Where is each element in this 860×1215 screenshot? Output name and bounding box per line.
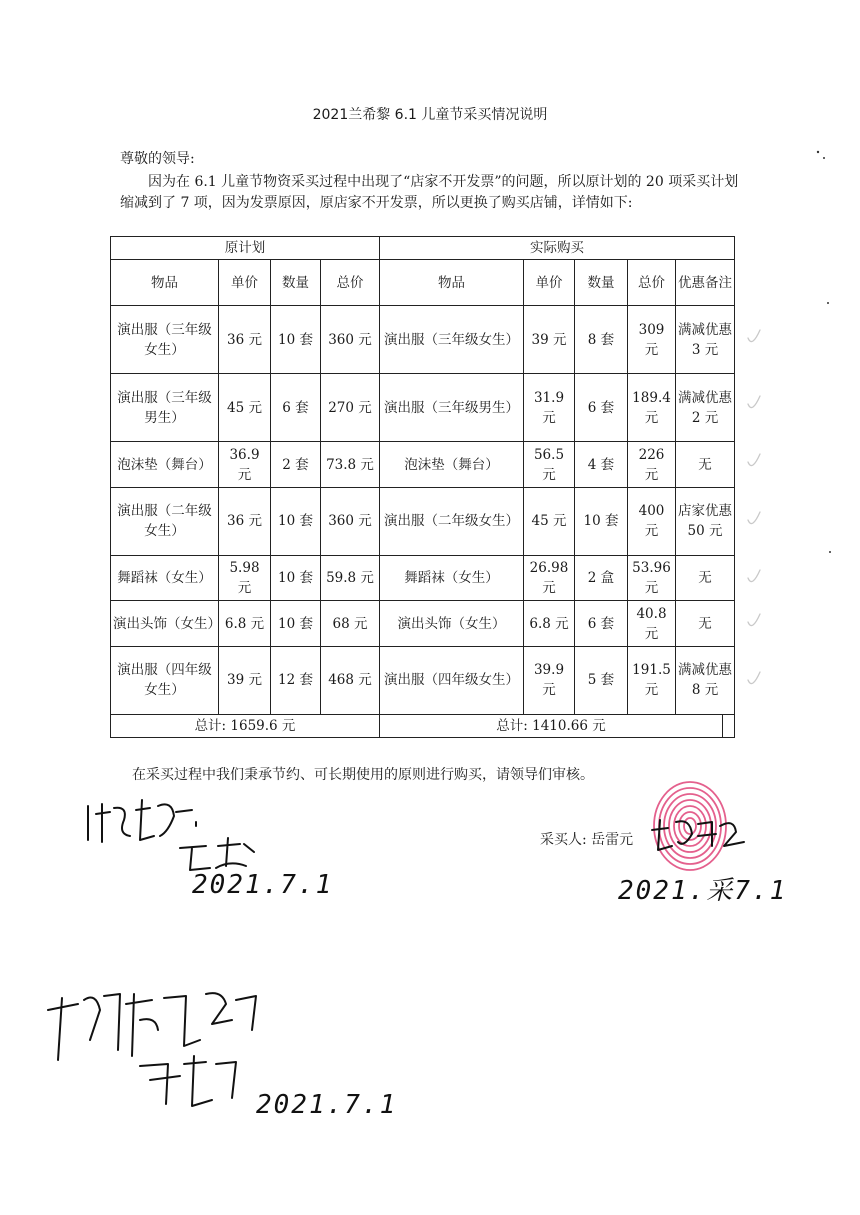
planned-item-cell: 演出头饰（女生） [111, 601, 219, 646]
planned-price-cell: 36 元 [219, 306, 271, 374]
actual-total-cell: 400 元 [628, 487, 676, 555]
reviewer1-handwritten-date: 2021.7.1 [192, 870, 334, 900]
planned-item-cell: 演出服（四年级女生） [111, 646, 219, 714]
col-header-actual-price: 单价 [524, 260, 575, 306]
planned-qty-cell: 10 套 [271, 555, 321, 600]
planned-total-cell: 68 元 [321, 601, 380, 646]
actual-total-cell: 189.4 元 [628, 374, 676, 442]
planned-price-cell: 36.9 元 [219, 442, 271, 487]
actual-price-cell: 39 元 [524, 306, 575, 374]
salutation: 尊敬的领导: [120, 151, 195, 167]
reviewer2-handwritten-date: 2021.7.1 [256, 1090, 398, 1120]
total-actual: 总计: 1410.66 元 [380, 715, 723, 738]
planned-item-cell: 演出服（二年级女生） [111, 487, 219, 555]
planned-total-cell: 59.8 元 [321, 555, 380, 600]
buyer-label: 采买人: [540, 832, 587, 848]
actual-note-cell: 无 [676, 601, 735, 646]
col-header-actual-qty: 数量 [575, 260, 628, 306]
planned-item-cell: 演出服（三年级男生） [111, 374, 219, 442]
actual-price-cell: 45 元 [524, 487, 575, 555]
planned-qty-cell: 12 套 [271, 646, 321, 714]
actual-qty-cell: 6 套 [575, 601, 628, 646]
actual-note-cell: 无 [676, 555, 735, 600]
actual-total-cell: 191.5 元 [628, 646, 676, 714]
actual-total-cell: 53.96 元 [628, 555, 676, 600]
planned-price-cell: 6.8 元 [219, 601, 271, 646]
closing-paragraph: 在采买过程中我们秉承节约、可长期使用的原则进行购买，请领导们审核。 [132, 767, 594, 783]
actual-item-cell: 演出服（三年级女生） [380, 306, 524, 374]
planned-item-cell: 舞蹈袜（女生） [111, 555, 219, 600]
actual-qty-cell: 4 套 [575, 442, 628, 487]
page-title: 2021兰希黎 6.1 儿童节采买情况说明 [312, 107, 548, 123]
actual-qty-cell: 8 套 [575, 306, 628, 374]
planned-total-cell: 468 元 [321, 646, 380, 714]
planned-qty-cell: 10 套 [271, 306, 321, 374]
planned-item-cell: 泡沫垫（舞台） [111, 442, 219, 487]
intro-paragraph: 因为在 6.1 儿童节物资采买过程中出现了“店家不开发票”的问题，所以原计划的 20 项采买计划缩减到了 7 项，因为发票原因，原店家不开发票，所以更换了购买店铺，详情如下: [120, 174, 739, 211]
actual-item-cell: 演出服（三年级男生） [380, 374, 524, 442]
planned-price-cell: 45 元 [219, 374, 271, 442]
actual-item-cell: 泡沫垫（舞台） [380, 442, 524, 487]
planned-qty-cell: 6 套 [271, 374, 321, 442]
actual-note-cell: 无 [676, 442, 735, 487]
actual-qty-cell: 10 套 [575, 487, 628, 555]
actual-total-cell: 226 元 [628, 442, 676, 487]
planned-total-cell: 270 元 [321, 374, 380, 442]
actual-price-cell: 6.8 元 [524, 601, 575, 646]
col-header-actual-total: 总价 [628, 260, 676, 306]
actual-price-cell: 39.9 元 [524, 646, 575, 714]
actual-item-cell: 演出服（二年级女生） [380, 487, 524, 555]
planned-qty-cell: 10 套 [271, 487, 321, 555]
col-header-planned-qty: 数量 [271, 260, 321, 306]
planned-item-cell: 演出服（三年级女生） [111, 306, 219, 374]
actual-item-cell: 演出服（四年级女生） [380, 646, 524, 714]
planned-qty-cell: 2 套 [271, 442, 321, 487]
actual-price-cell: 56.5 元 [524, 442, 575, 487]
total-planned: 总计: 1659.6 元 [111, 715, 380, 738]
col-header-actual-note: 优惠备注 [676, 260, 735, 306]
col-header-planned-price: 单价 [219, 260, 271, 306]
col-header-actual-item: 物品 [380, 260, 524, 306]
actual-total-cell: 40.8 元 [628, 601, 676, 646]
planned-price-cell: 36 元 [219, 487, 271, 555]
planned-price-cell: 39 元 [219, 646, 271, 714]
actual-qty-cell: 2 盒 [575, 555, 628, 600]
planned-total-cell: 73.8 元 [321, 442, 380, 487]
planned-qty-cell: 10 套 [271, 601, 321, 646]
actual-item-cell: 演出头饰（女生） [380, 601, 524, 646]
buyer-name: 岳雷元 [591, 832, 634, 848]
planned-price-cell: 5.98 元 [219, 555, 271, 600]
col-header-planned-total: 总价 [321, 260, 380, 306]
actual-note-cell: 满减优惠 3 元 [676, 306, 735, 374]
group-header-planned: 原计划 [111, 237, 380, 260]
group-header-actual: 实际购买 [380, 237, 735, 260]
col-header-planned-item: 物品 [111, 260, 219, 306]
buyer-signature [652, 820, 744, 850]
actual-note-cell: 店家优惠 50 元 [676, 487, 735, 555]
actual-qty-cell: 6 套 [575, 374, 628, 442]
planned-total-cell: 360 元 [321, 306, 380, 374]
actual-qty-cell: 5 套 [575, 646, 628, 714]
actual-note-cell: 满减优惠 8 元 [676, 646, 735, 714]
actual-item-cell: 舞蹈袜（女生） [380, 555, 524, 600]
buyer-handwritten-date: 2021.采7.1 [618, 876, 788, 906]
actual-price-cell: 31.9 元 [524, 374, 575, 442]
actual-total-cell: 309 元 [628, 306, 676, 374]
planned-total-cell: 360 元 [321, 487, 380, 555]
actual-note-cell: 满减优惠 2 元 [676, 374, 735, 442]
actual-price-cell: 26.98 元 [524, 555, 575, 600]
